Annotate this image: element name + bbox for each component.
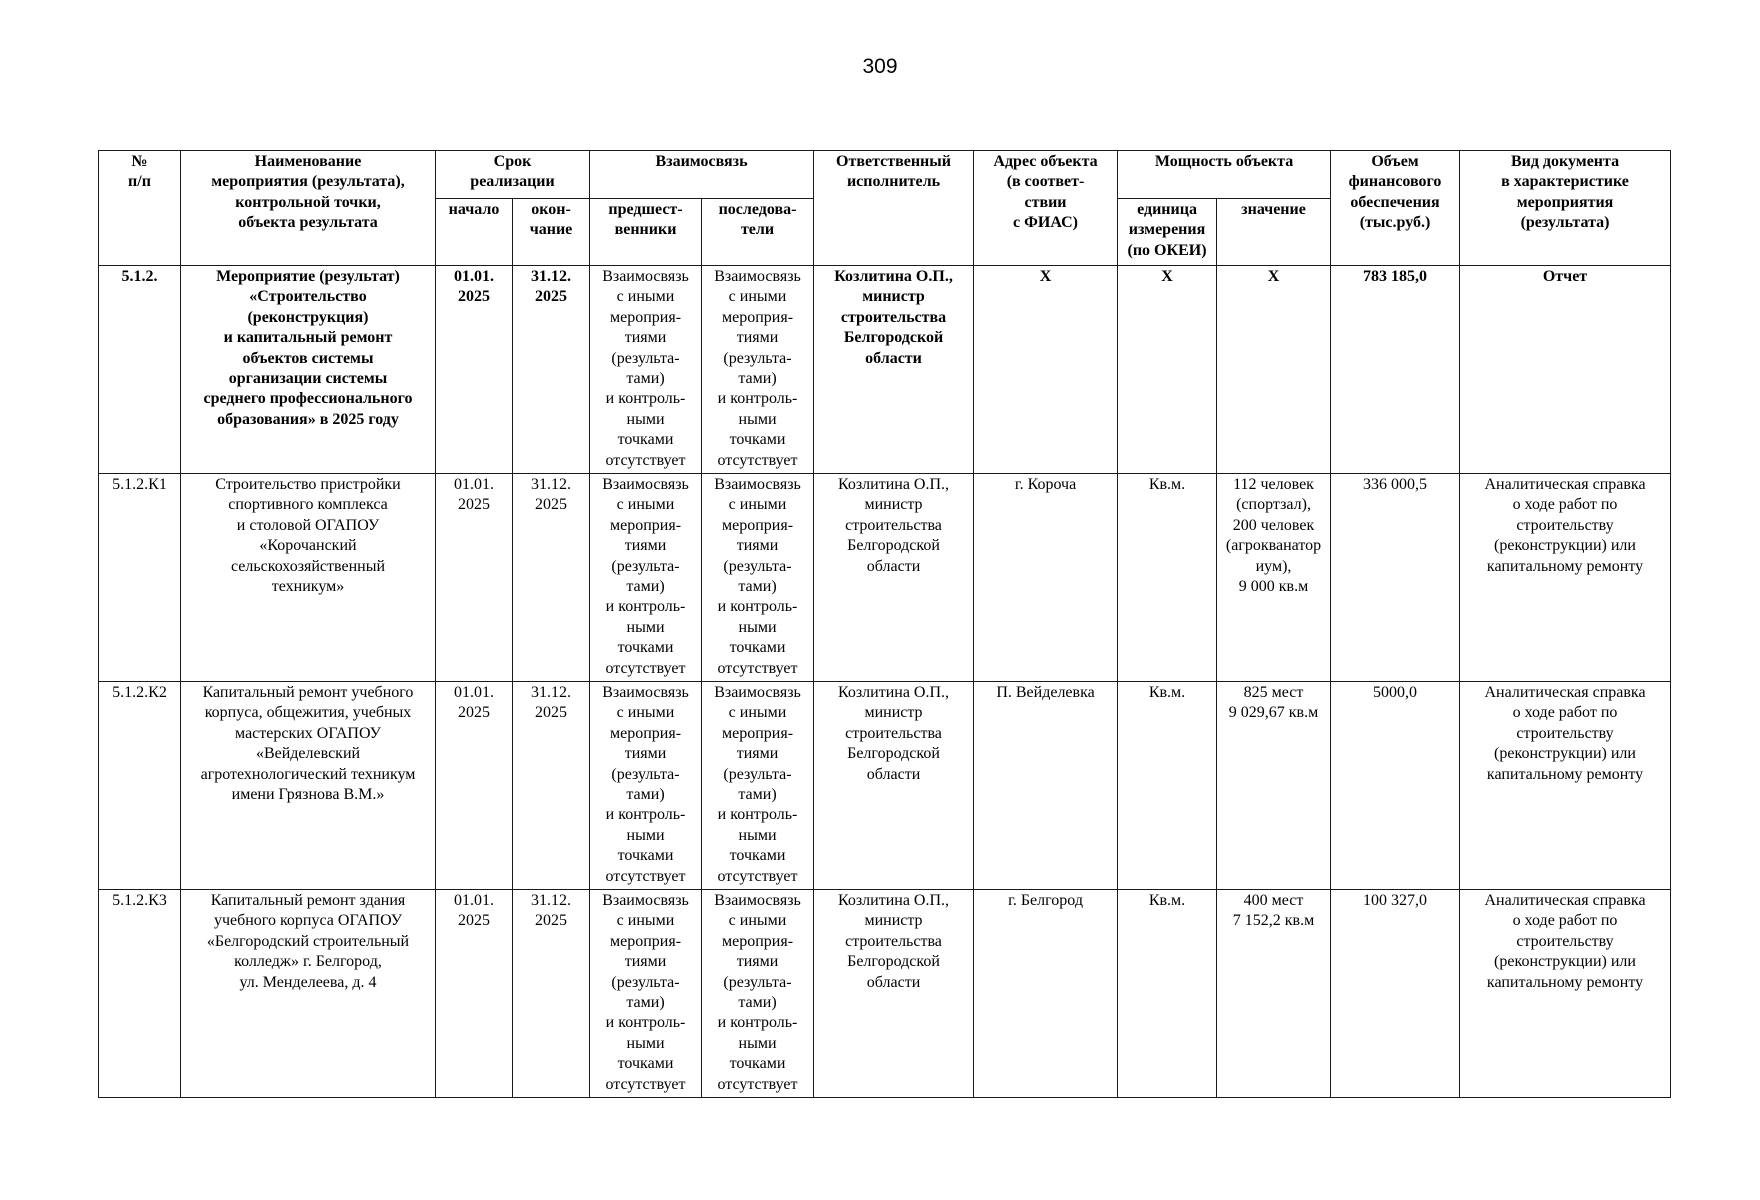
row-start: 01.01. 2025 [436,474,513,682]
row-doc: Аналитическая справка о ходе работ по строительству (реконструкции) или капитальному ремонту [1460,474,1671,682]
row-funding: 783 185,0 [1331,266,1460,474]
row-executor: Козлитина О.П., министр строительства Белгородской области [814,682,974,890]
row-next: Взаимосвязь с иными мероприя- тиями (результа- тами) и контроль- ными точками отсутствует [702,682,814,890]
header-term-end: окон- чание [513,199,590,266]
row-end: 31.12. 2025 [513,890,590,1098]
row-address: г. Белгород [974,890,1118,1098]
row-prev: Взаимосвязь с иными мероприя- тиями (результа- тами) и контроль- ными точками отсутствует [590,266,702,474]
row-executor: Козлитина О.П., министр строительства Белгородской области [814,474,974,682]
row-end: 31.12. 2025 [513,266,590,474]
row-num: 5.1.2.К2 [99,682,181,890]
row-executor: Козлитина О.П., министр строительства Белгородской области [814,266,974,474]
row-value: 112 человек (спортзал), 200 человек (агрокванатор иум), 9 000 кв.м [1217,474,1331,682]
header-capacity: Мощность объекта [1118,151,1331,199]
row-end: 31.12. 2025 [513,682,590,890]
header-doc-type: Вид документа в характеристике мероприятия (результата) [1460,151,1671,266]
header-link-prev: предшест- венники [590,199,702,266]
row-prev: Взаимосвязь с иными мероприя- тиями (результа- тами) и контроль- ными точками отсутствует [590,890,702,1098]
row-value: 825 мест 9 029,67 кв.м [1217,682,1331,890]
row-name: Капитальный ремонт здания учебного корпуса ОГАПОУ «Белгородский строительный колледж» г. Белгород, ул. Менделеева, д. 4 [181,890,436,1098]
table-row [99,266,1671,474]
page-number: 309 [862,55,898,78]
row-doc: Отчет [1460,266,1671,474]
row-num: 5.1.2.К1 [99,474,181,682]
table-row [99,890,1671,1098]
row-next: Взаимосвязь с иными мероприя- тиями (результа- тами) и контроль- ными точками отсутствует [702,266,814,474]
row-address: г. Короча [974,474,1118,682]
row-address: Х [974,266,1118,474]
row-start: 01.01. 2025 [436,890,513,1098]
row-funding: 5000,0 [1331,682,1460,890]
row-unit: Х [1118,266,1217,474]
header-num: № п/п [99,151,181,266]
row-doc: Аналитическая справка о ходе работ по строительству (реконструкции) или капитальному ремонту [1460,682,1671,890]
table-row [99,474,1671,682]
header-term: Срок реализации [436,151,590,199]
row-unit: Кв.м. [1118,474,1217,682]
row-name: Строительство пристройки спортивного комплекса и столовой ОГАПОУ «Корочанский сельскохозяйственный техникум» [181,474,436,682]
row-prev: Взаимосвязь с иными мероприя- тиями (результа- тами) и контроль- ными точками отсутствует [590,474,702,682]
row-start: 01.01. 2025 [436,266,513,474]
row-value: Х [1217,266,1331,474]
row-num: 5.1.2.К3 [99,890,181,1098]
row-end: 31.12. 2025 [513,474,590,682]
header-executor: Ответственный исполнитель [814,151,974,266]
row-unit: Кв.м. [1118,682,1217,890]
row-value: 400 мест 7 152,2 кв.м [1217,890,1331,1098]
row-funding: 336 000,5 [1331,474,1460,682]
row-name: Капитальный ремонт учебного корпуса, общежития, учебных мастерских ОГАПОУ «Вейделевский агротехнологический техникум имени Грязнова В.М.» [181,682,436,890]
header-link-next: последова- тели [702,199,814,266]
row-unit: Кв.м. [1118,890,1217,1098]
row-start: 01.01. 2025 [436,682,513,890]
events-table [98,150,1671,1098]
row-next: Взаимосвязь с иными мероприя- тиями (результа- тами) и контроль- ными точками отсутствует [702,474,814,682]
header-term-start: начало [436,199,513,266]
header-name: Наименование мероприятия (результата), контрольной точки, объекта результата [181,151,436,266]
header-funding: Объем финансового обеспечения (тыс.руб.) [1331,151,1460,266]
row-next: Взаимосвязь с иными мероприя- тиями (результа- тами) и контроль- ными точками отсутствует [702,890,814,1098]
table-row [99,682,1671,890]
row-address: П. Вейделевка [974,682,1118,890]
row-prev: Взаимосвязь с иными мероприя- тиями (результа- тами) и контроль- ными точками отсутствует [590,682,702,890]
header-link: Взаимосвязь [590,151,814,199]
row-funding: 100 327,0 [1331,890,1460,1098]
header-address: Адрес объекта (в соответ- ствии с ФИАС) [974,151,1118,266]
row-doc: Аналитическая справка о ходе работ по строительству (реконструкции) или капитальному ремонту [1460,890,1671,1098]
row-name: Мероприятие (результат) «Строительство (реконструкция) и капитальный ремонт объектов системы организации системы среднего профессионального образования» в 2025 году [181,266,436,474]
row-executor: Козлитина О.П., министр строительства Белгородской области [814,890,974,1098]
header-capacity-unit: единица измерения (по ОКЕИ) [1118,199,1217,266]
row-num: 5.1.2. [99,266,181,474]
header-capacity-value: значение [1217,199,1331,266]
